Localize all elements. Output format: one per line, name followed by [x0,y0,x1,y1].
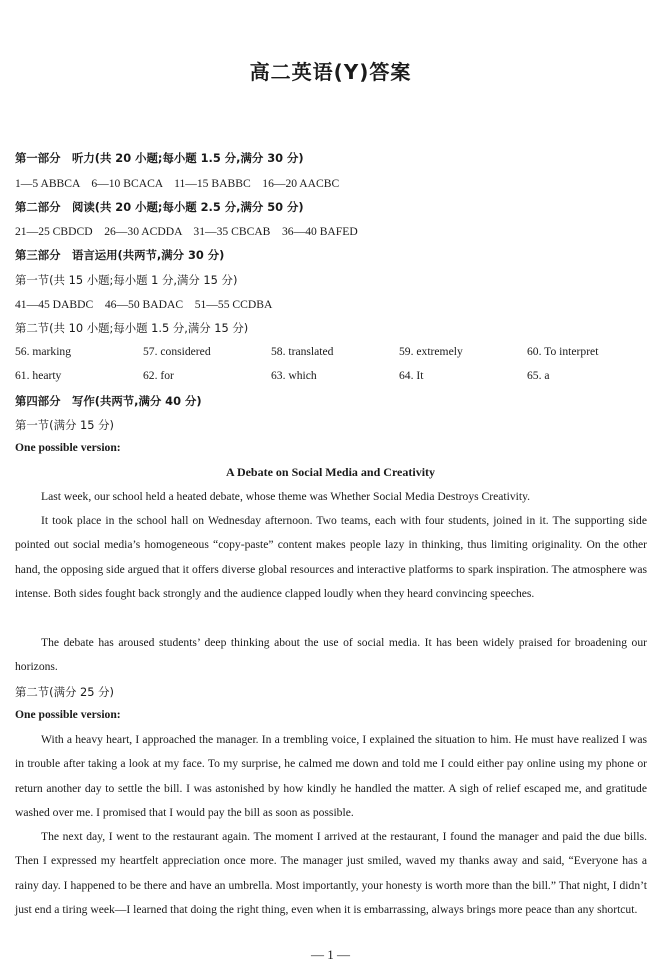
answer-62: 62. for [143,369,174,382]
page-number: — 1 — [311,947,350,962]
essay2-paragraph-1: With a heavy heart, I approached the manager. In a trembling voice, I explained the situation to him. He must have realized I was in trouble after taking a look at my face. To my surprise, he calmed me down and told me I could either pay online using my phone or return another day to settle the bill. I was astonished by how kindly he handled the matter. A sigh of relief escaped me, and gratitude washed over me. I promised that I would pay the bill as soon as possible. [15,733,647,820]
essay1-paragraph-1: Last week, our school held a heated debate, whose theme was Whether Social Media Destroys Creativity. [41,490,531,503]
answer-57: 57. considered [143,345,211,358]
answer-56: 56. marking [15,345,72,358]
part2-answers: 21—25 CBDCD 26—30 ACDDA 31—35 CBCAB 36—40 BAFED [15,225,358,238]
part3-heading: 第三部分 语言运用(共两节,满分 30 分) [15,248,225,262]
part3-section2-heading: 第二节(共 10 小题;每小题 1.5 分,满分 15 分) [15,321,249,335]
answer-61: 61. hearty [15,369,62,382]
answer-58: 58. translated [271,345,334,358]
part4-heading: 第四部分 写作(共两节,满分 40 分) [15,394,202,408]
part2-heading: 第二部分 阅读(共 20 小题;每小题 2.5 分,满分 50 分) [15,200,304,214]
part3-answer-row-1 [15,345,655,358]
page-title: 高二英语(Y)答案 [249,60,412,84]
part1-heading: 第一部分 听力(共 20 小题;每小题 1.5 分,满分 30 分) [15,151,304,165]
version-label-2: One possible version: [15,708,121,721]
part3-section1-answers: 41—45 DABDC 46—50 BADAC 51—55 CCDBA [15,298,273,311]
part4-section1-heading: 第一节(满分 15 分) [15,418,114,432]
essay1-paragraph-3: The debate has aroused students’ deep thinking about the use of social media. It has been widely praised for broadening our horizons. [15,636,647,674]
essay1-paragraph-2: It took place in the school hall on Wednesday afternoon. Two teams, each with four students, joined in it. The supporting side pointed out social media’s homogeneous “copy-paste” content makes people lazy in thinking, thus limiting originality. On the other hand, the opposing side argued that it offers diverse global resources and interactive platforms to spark inspiration. The atmosphere was intense. Both sides fought back strongly and the audience clapped loudly when they heard convincing speeches. [15,514,647,601]
essay2-paragraph-2: The next day, I went to the restaurant again. The moment I arrived at the restaurant, I found the manager and paid the due bills. Then I expressed my heartfelt appreciation once more. The manager just smiled, waved my thanks away and said, “Everyone has a rainy day. I happened to be there and have an umbrella. Most importantly, your honesty is worth more than the bill.” That night, I didn’t just end a tiring week—I learned that doing the right thing, even when it is embarrassing, always brings more peace than any shortcut. [15,830,647,917]
part4-section2-heading: 第二节(满分 25 分) [15,685,114,699]
part3-section1-heading: 第一节(共 15 小题;每小题 1 分,满分 15 分) [15,273,238,287]
version-label-1: One possible version: [15,441,121,454]
essay1-title: A Debate on Social Media and Creativity [225,465,436,479]
answer-65: 65. a [527,369,550,382]
answer-64: 64. It [399,369,424,382]
answer-59: 59. extremely [399,345,463,358]
part3-answer-row-2 [15,369,655,382]
answer-63: 63. which [271,369,317,382]
answer-60: 60. To interpret [527,345,599,358]
part1-answers: 1—5 ABBCA 6—10 BCACA 11—15 BABBC 16—20 AACBC [15,177,340,190]
